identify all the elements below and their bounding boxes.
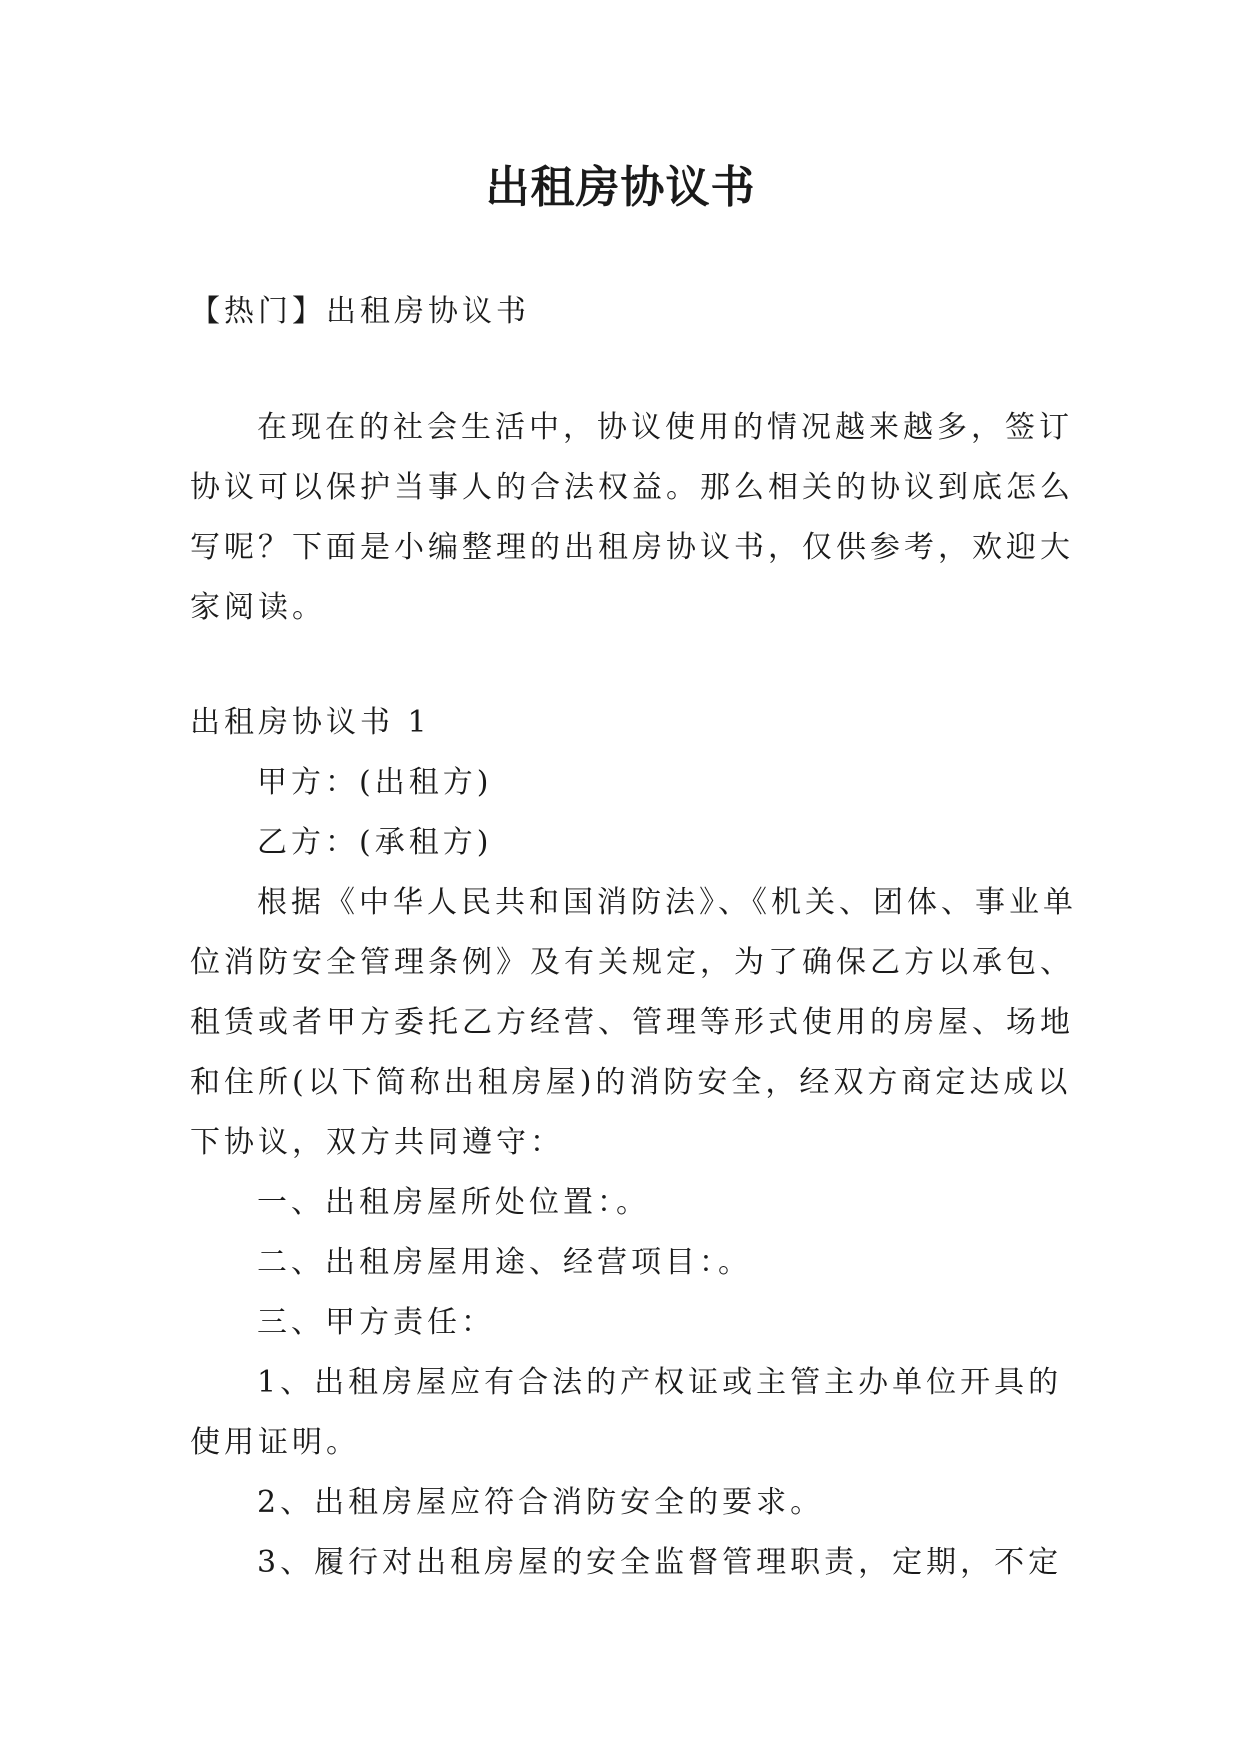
duty-line: 2、出租房屋应符合消防安全的要求。 (257, 1485, 825, 1520)
clause-item: 二、出租房屋用途、经营项目：。 (257, 1245, 752, 1280)
duty-line: 1、出租房屋应有合法的产权证或主管主办单位开具的 (257, 1365, 1063, 1400)
intro-line: 在现在的社会生活中，协议使用的情况越来越多，签订 (257, 410, 1073, 445)
basis-line: 租赁或者甲方委托乙方经营、管理等形式使用的房屋、场地 (190, 1005, 1074, 1040)
intro-line: 家阅读。 (190, 590, 326, 625)
basis-line: 根据《中华人民共和国消防法》、《机关、团体、事业单 (257, 885, 1077, 920)
basis-line: 位消防安全管理条例》及有关规定，为了确保乙方以承包、 (190, 945, 1074, 980)
duty-line: 使用证明。 (190, 1425, 360, 1460)
document-title: 出租房协议书 (485, 162, 756, 213)
basis-line: 下协议，双方共同遵守： (190, 1125, 564, 1160)
basis-line: 和住所(以下简称出租房屋)的消防安全，经双方商定达成以 (190, 1065, 1072, 1100)
section-heading: 出租房协议书 1 (190, 705, 431, 740)
party-a: 甲方：(出租方) (257, 765, 493, 800)
subtitle: 【热门】出租房协议书 (190, 294, 530, 329)
intro-line: 写呢？下面是小编整理的出租房协议书，仅供参考，欢迎大 (190, 530, 1074, 565)
intro-line: 协议可以保护当事人的合法权益。那么相关的协议到底怎么 (190, 470, 1074, 505)
clause-item: 三、甲方责任： (257, 1305, 495, 1340)
party-b: 乙方：(承租方) (257, 825, 493, 860)
duty-line: 3、履行对出租房屋的安全监督管理职责，定期，不定 (257, 1545, 1063, 1580)
clause-item: 一、出租房屋所处位置：。 (257, 1185, 650, 1220)
